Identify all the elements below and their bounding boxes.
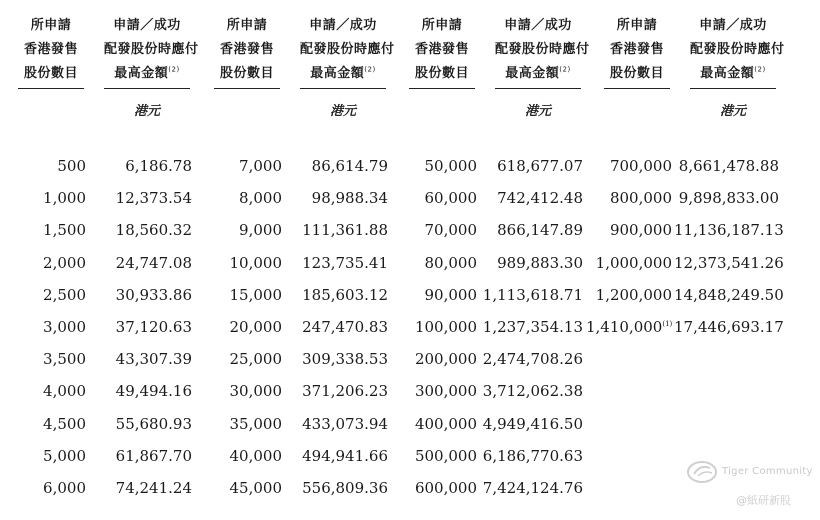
amount-cell: 3,712,062.38 bbox=[482, 382, 583, 401]
share-cell: 3,000 bbox=[43, 317, 86, 336]
header-rule bbox=[495, 88, 581, 89]
currency-unit: 港元 bbox=[133, 104, 160, 119]
amount-cell: 24,747.08 bbox=[115, 253, 192, 272]
header-line: 香港發售 bbox=[23, 42, 78, 57]
share-cell: 30,000 bbox=[229, 382, 282, 401]
header-text: 最高金額 bbox=[700, 66, 755, 81]
amount-cell: 55,680.93 bbox=[115, 414, 192, 433]
share-cell: 45,000 bbox=[229, 478, 282, 497]
share-cell: 90,000 bbox=[424, 285, 477, 304]
share-cell: 20,000 bbox=[229, 317, 282, 336]
share-cell: 4,000 bbox=[43, 382, 86, 401]
amount-header bbox=[495, 14, 590, 89]
amount-cell: 1,113,618.71 bbox=[482, 285, 583, 304]
amount-cell: 17,446,693.17 bbox=[674, 317, 784, 336]
footnote-marker: (2) bbox=[168, 65, 180, 74]
header-line: 香港發售 bbox=[219, 42, 274, 57]
amount-cell: 1,237,354.13 bbox=[482, 317, 583, 336]
share-cell: 200,000 bbox=[414, 350, 477, 369]
share-cell: 35,000 bbox=[229, 414, 282, 433]
header-rule bbox=[690, 88, 776, 89]
amount-cell: 6,186,770.63 bbox=[482, 446, 583, 465]
amount-cell: 494,941.66 bbox=[302, 446, 388, 465]
shares-column bbox=[391, 154, 477, 508]
footnote-marker: (2) bbox=[559, 65, 571, 74]
header-line bbox=[690, 62, 776, 86]
header-rule bbox=[214, 88, 280, 89]
header-line: 配發股份時應付 bbox=[495, 42, 590, 57]
currency-unit: 港元 bbox=[329, 104, 356, 119]
share-cell: 1,000,000 bbox=[595, 253, 672, 272]
amount-cell: 7,424,124.76 bbox=[482, 478, 583, 497]
amount-cell: 43,307.39 bbox=[115, 350, 192, 369]
share-cell: 600,000 bbox=[414, 478, 477, 497]
header-rule bbox=[18, 88, 84, 89]
header-line: 申請／成功 bbox=[699, 18, 767, 33]
shares-header bbox=[18, 14, 84, 89]
share-cell: 7,000 bbox=[239, 157, 282, 175]
watermark-handle: @紙研新股 bbox=[736, 494, 791, 507]
amount-cell: 6,186.78 bbox=[125, 157, 192, 175]
header-text: 最高金額 bbox=[114, 66, 169, 81]
watermark-brand: Tiger Community bbox=[722, 466, 813, 477]
share-cell: 60,000 bbox=[424, 189, 477, 208]
amount-cell: 86,614.79 bbox=[311, 157, 388, 175]
share-cell bbox=[586, 315, 672, 347]
amount-cell: 989,883.30 bbox=[497, 253, 583, 272]
header-line: 所申請 bbox=[226, 18, 268, 33]
share-cell: 4,500 bbox=[43, 414, 86, 433]
share-cell: 3,500 bbox=[43, 350, 86, 369]
amount-cell: 49,494.16 bbox=[115, 382, 192, 401]
amount-cell: 9,898,833.00 bbox=[678, 189, 779, 208]
header-line: 股份數目 bbox=[414, 66, 469, 81]
amount-column bbox=[88, 154, 192, 508]
header-line: 配發股份時應付 bbox=[690, 42, 785, 57]
header-line: 所申請 bbox=[421, 18, 463, 33]
share-cell: 500 bbox=[57, 157, 86, 175]
amount-column bbox=[479, 154, 583, 508]
header-rule bbox=[409, 88, 475, 89]
amount-cell: 12,373,541.26 bbox=[674, 253, 784, 272]
amount-cell: 18,560.32 bbox=[115, 221, 192, 240]
amount-cell: 866,147.89 bbox=[497, 221, 583, 240]
amount-cell: 123,735.41 bbox=[302, 253, 388, 272]
amount-cell: 11,136,187.13 bbox=[674, 221, 784, 240]
share-cell: 900,000 bbox=[609, 221, 672, 240]
share-cell: 6,000 bbox=[43, 478, 86, 497]
header-line: 股份數目 bbox=[609, 66, 664, 81]
shares-column bbox=[586, 154, 672, 347]
header-text: 最高金額 bbox=[505, 66, 560, 81]
amount-cell: 111,361.88 bbox=[302, 221, 388, 240]
shares-header bbox=[214, 14, 280, 89]
footnote-marker: (2) bbox=[754, 65, 766, 74]
header-line: 所申請 bbox=[616, 18, 658, 33]
share-cell: 500,000 bbox=[414, 446, 477, 465]
amount-header bbox=[104, 14, 199, 89]
header-line: 所申請 bbox=[30, 18, 72, 33]
share-cell: 2,000 bbox=[43, 253, 86, 272]
header-line bbox=[104, 62, 190, 86]
amount-cell: 8,661,478.88 bbox=[678, 157, 779, 175]
watermark bbox=[686, 460, 816, 516]
share-cell: 1,000 bbox=[43, 189, 86, 208]
amount-header bbox=[300, 14, 395, 89]
amount-cell: 2,474,708.26 bbox=[482, 350, 583, 369]
share-cell: 700,000 bbox=[609, 157, 672, 175]
header-rule bbox=[300, 88, 386, 89]
share-cell: 8,000 bbox=[239, 189, 282, 208]
amount-cell: 74,241.24 bbox=[115, 478, 192, 497]
share-cell: 25,000 bbox=[229, 350, 282, 369]
share-cell: 1,500 bbox=[43, 221, 86, 240]
amount-cell: 37,120.63 bbox=[115, 317, 192, 336]
shares-column bbox=[196, 154, 282, 508]
amount-cell: 247,470.83 bbox=[302, 317, 388, 336]
share-cell: 5,000 bbox=[43, 446, 86, 465]
header-rule bbox=[104, 88, 190, 89]
header-line: 申請／成功 bbox=[504, 18, 572, 33]
share-cell: 300,000 bbox=[414, 382, 477, 401]
currency-unit: 港元 bbox=[719, 104, 746, 119]
header-line: 股份數目 bbox=[23, 66, 78, 81]
share-cell: 100,000 bbox=[414, 317, 477, 336]
header-line bbox=[300, 62, 386, 86]
shares-header bbox=[604, 14, 670, 89]
amount-cell: 98,988.34 bbox=[311, 189, 388, 208]
amount-column bbox=[674, 154, 784, 347]
header-text: 最高金額 bbox=[310, 66, 365, 81]
amount-cell: 556,809.36 bbox=[302, 478, 388, 497]
tiger-logo-icon bbox=[686, 460, 720, 484]
amount-cell: 4,949,416.50 bbox=[482, 414, 583, 433]
amount-cell: 433,073.94 bbox=[302, 414, 388, 433]
share-cell: 10,000 bbox=[229, 253, 282, 272]
share-cell: 40,000 bbox=[229, 446, 282, 465]
amount-column bbox=[284, 154, 388, 508]
share-value: 1,410,000 bbox=[586, 317, 663, 336]
header-line: 香港發售 bbox=[609, 42, 664, 57]
currency-unit: 港元 bbox=[524, 104, 551, 119]
header-line: 香港發售 bbox=[414, 42, 469, 57]
shares-header bbox=[409, 14, 475, 89]
share-cell: 9,000 bbox=[239, 221, 282, 240]
share-cell: 70,000 bbox=[424, 221, 477, 240]
header-line: 股份數目 bbox=[219, 66, 274, 81]
share-cell: 50,000 bbox=[424, 157, 477, 175]
header-line: 配發股份時應付 bbox=[300, 42, 395, 57]
footnote-marker: (1) bbox=[662, 319, 673, 328]
amount-cell: 618,677.07 bbox=[497, 157, 583, 175]
amount-cell: 14,848,249.50 bbox=[674, 285, 784, 304]
amount-cell: 30,933.86 bbox=[115, 285, 192, 304]
header-rule bbox=[604, 88, 670, 89]
amount-header bbox=[690, 14, 785, 89]
footnote-marker: (2) bbox=[364, 65, 376, 74]
amount-cell: 12,373.54 bbox=[115, 189, 192, 208]
header-line: 申請／成功 bbox=[309, 18, 377, 33]
header-line bbox=[495, 62, 581, 86]
share-cell: 1,200,000 bbox=[595, 285, 672, 304]
amount-cell: 61,867.70 bbox=[115, 446, 192, 465]
shares-column bbox=[0, 154, 86, 508]
share-cell: 400,000 bbox=[414, 414, 477, 433]
header-line: 申請／成功 bbox=[113, 18, 181, 33]
share-cell: 80,000 bbox=[424, 253, 477, 272]
header-line: 配發股份時應付 bbox=[104, 42, 199, 57]
share-cell: 15,000 bbox=[229, 285, 282, 304]
amount-cell: 371,206.23 bbox=[302, 382, 388, 401]
amount-cell: 309,338.53 bbox=[302, 350, 388, 369]
amount-cell: 185,603.12 bbox=[302, 285, 388, 304]
amount-cell: 742,412.48 bbox=[497, 189, 583, 208]
share-cell: 800,000 bbox=[609, 189, 672, 208]
share-cell: 2,500 bbox=[43, 285, 86, 304]
